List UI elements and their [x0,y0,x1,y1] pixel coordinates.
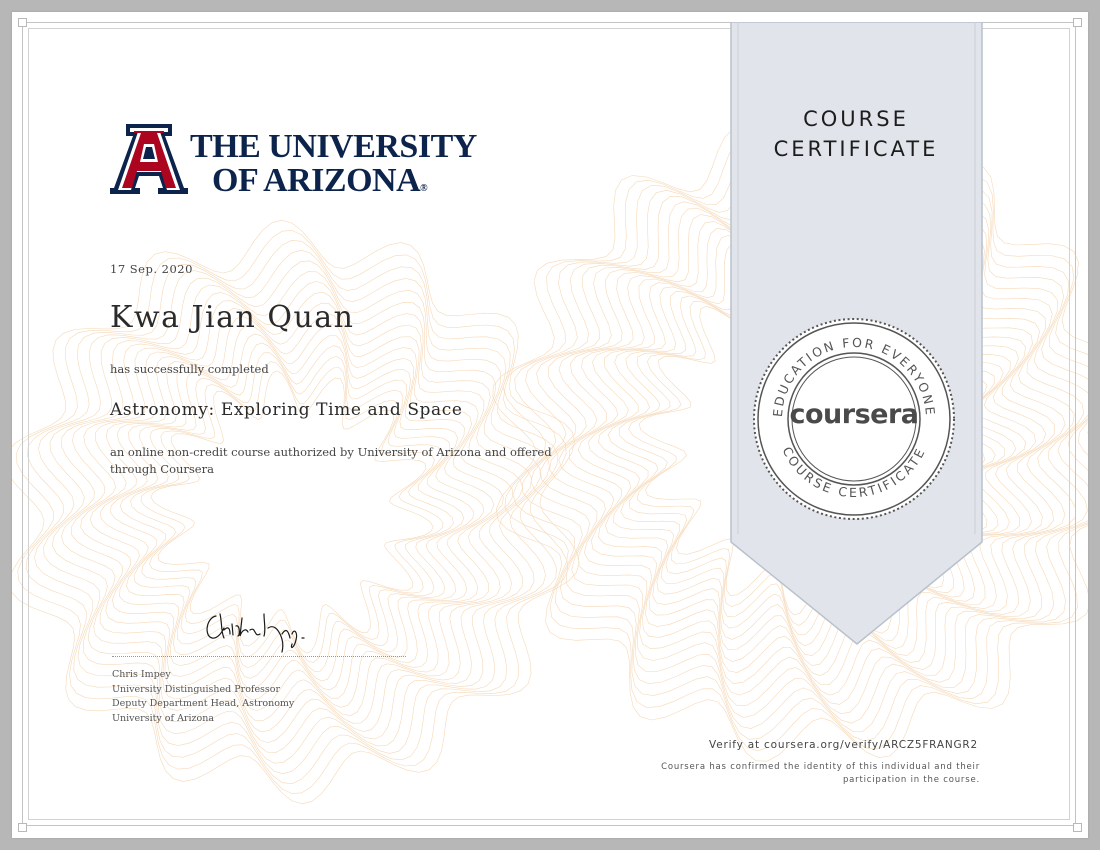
ribbon-title: COURSE CERTIFICATE [773,107,939,161]
university-name-line2 [190,164,477,206]
university-name-line1: THE UNIVERSITY [190,128,477,165]
recipient-name: Kwa Jian Quan [110,300,355,335]
signatory-title: Deputy Department Head, Astronomy [112,698,295,709]
completion-text: has successfully completed [110,362,269,376]
verification-link[interactable]: Verify at coursera.org/verify/ARCZ5FRANGR2 [709,739,978,751]
university-name-line2-text: OF ARIZONA [212,162,421,199]
signatory-block [112,668,294,726]
signature-icon [202,608,322,658]
coursera-wordmark: coursera [789,399,919,430]
verification-note: Coursera has confirmed the identity of this individual and their participation in the course. [661,762,980,785]
corner-ornament [1073,823,1082,832]
corner-ornament [18,18,27,27]
course-description: an online non-credit course authorized by University of Arizona and offered through Coursera [110,445,552,476]
university-a-logo-icon [110,122,188,196]
seal-top-text: EDUCATION FOR EVERYONE [769,334,939,418]
issue-date: 17 Sep. 2020 [110,262,193,276]
signature-line [112,656,406,657]
certificate-sheet [12,12,1088,838]
corner-ornament [18,823,27,832]
corner-ornament [1073,18,1082,27]
course-title: Astronomy: Exploring Time and Space [110,400,463,420]
signatory-title: University Distinguished Professor [112,683,281,695]
signatory-institution: University of Arizona [112,712,215,724]
signatory-name: Chris Impey [112,669,171,680]
university-name [190,130,477,206]
registered-mark: ® [420,183,428,194]
seal-bottom-text: COURSE CERTIFICATE [779,444,929,501]
